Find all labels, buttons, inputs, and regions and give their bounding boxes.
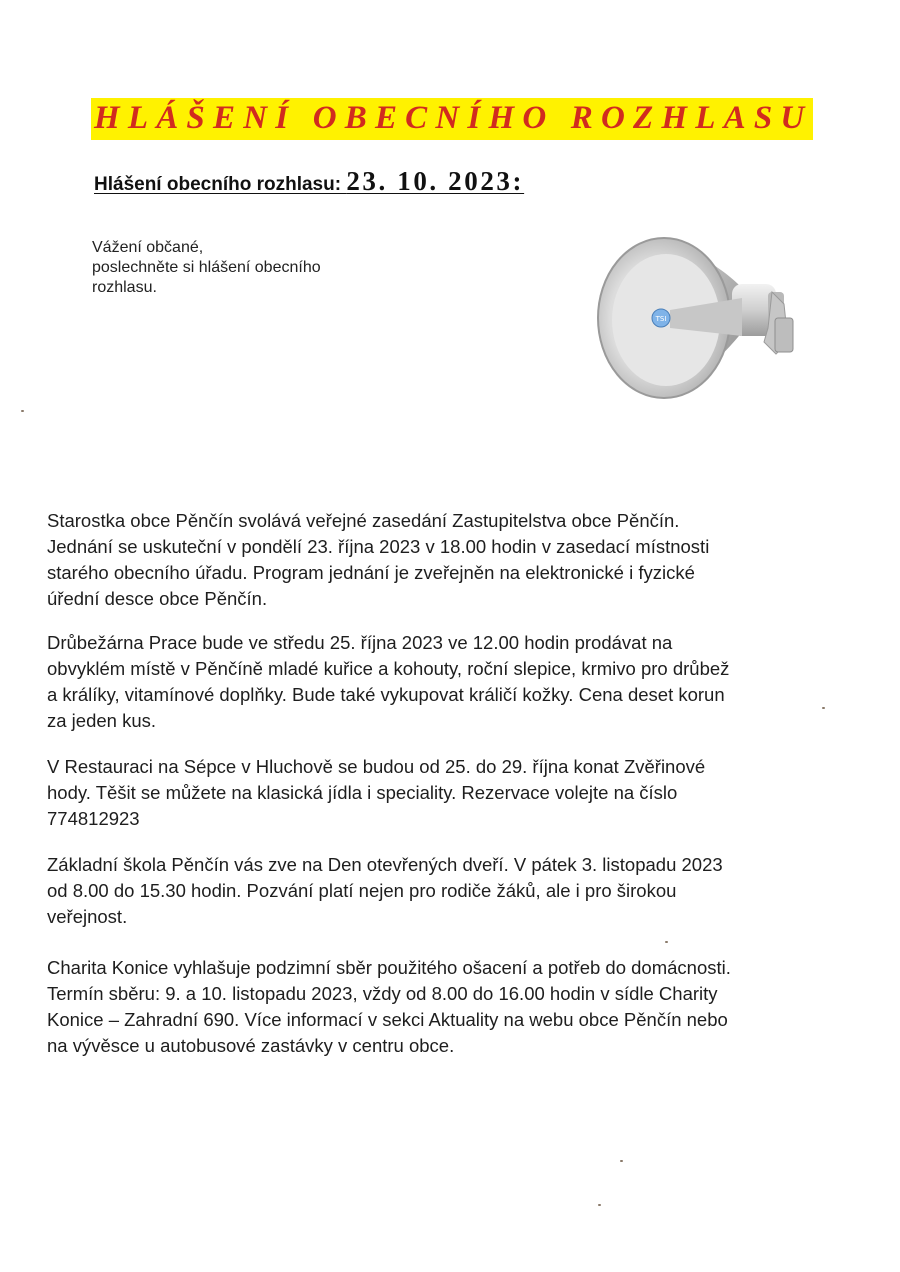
announcement-restaurant (47, 754, 877, 832)
text-line: Starostka obce Pěnčín svolává veřejné zasedání Zastupitelstva obce Pěnčín. (47, 510, 680, 531)
scan-speck (620, 1160, 623, 1162)
announcement-poultry-sale (47, 630, 877, 734)
greeting-line: poslechněte si hlášení obecního (92, 259, 321, 276)
text-line: Konice – Zahradní 690. Více informací v sekci Aktuality na webu obce Pěnčín nebo (47, 1009, 728, 1030)
text-line: obvyklém místě v Pěnčíně mladé kuřice a kohouty, roční slepice, krmivo pro drůbež (47, 658, 730, 679)
page-title: HLÁŠENÍ OBECNÍHO ROZHLASU (94, 100, 813, 136)
greeting-line: Vážení občané, (92, 239, 204, 256)
subtitle-lead: Hlášení obecního rozhlasu: (94, 174, 347, 195)
scan-speck (665, 941, 668, 943)
text-line: za jeden kus. (47, 710, 157, 731)
text-line: na vývěsce u autobusové zastávky v centru obce. (47, 1035, 455, 1056)
text-line: od 8.00 do 15.30 hodin. Pozvání platí nejen pro rodiče žáků, ale i pro širokou (47, 880, 677, 901)
announcement-charity-collection (47, 955, 877, 1059)
text-line: a králíky, vitamínové doplňky. Bude také vykupovat králičí kožky. Cena deset korun (47, 684, 725, 705)
announcement-date-heading (94, 166, 524, 196)
text-line: Základní škola Pěnčín vás zve na Den otevřených dveří. V pátek 3. listopadu 2023 (47, 854, 723, 875)
scan-speck (822, 707, 825, 709)
text-line: V Restauraci na Sépce v Hluchově se budou od 25. do 29. října konat Zvěřinové (47, 756, 706, 777)
megaphone-icon (592, 232, 812, 404)
text-line: Charita Konice vyhlašuje podzimní sběr použitého ošacení a potřeb do domácnosti. (47, 957, 731, 978)
text-line: Jednání se uskuteční v pondělí 23. října 2023 v 18.00 hodin v zasedací místnosti (47, 536, 710, 557)
greeting-line: rozhlasu. (92, 279, 157, 296)
text-line: starého obecního úřadu. Program jednání je zveřejněn na elektronické i fyzické (47, 562, 695, 583)
text-line: Drůbežárna Prace bude ve středu 25. října 2023 ve 12.00 hodin prodávat na (47, 632, 673, 653)
scan-speck (21, 410, 24, 412)
text-line: hody. Těšit se můžete na klasická jídla i speciality. Rezervace volejte na číslo (47, 782, 678, 803)
announcement-school-open-day (47, 852, 877, 930)
scan-speck (598, 1204, 601, 1206)
text-line: úřední desce obce Pěnčín. (47, 588, 268, 609)
subtitle-date: 23. 10. 2023: (346, 166, 525, 196)
announcement-council-meeting (47, 508, 877, 612)
text-line: Termín sběru: 9. a 10. listopadu 2023, vždy od 8.00 do 16.00 hodin v sídle Charity (47, 983, 718, 1004)
text-line: 774812923 (47, 808, 140, 829)
megaphone-label: TSI (655, 315, 667, 323)
text-line: veřejnost. (47, 906, 128, 927)
greeting (92, 238, 392, 298)
